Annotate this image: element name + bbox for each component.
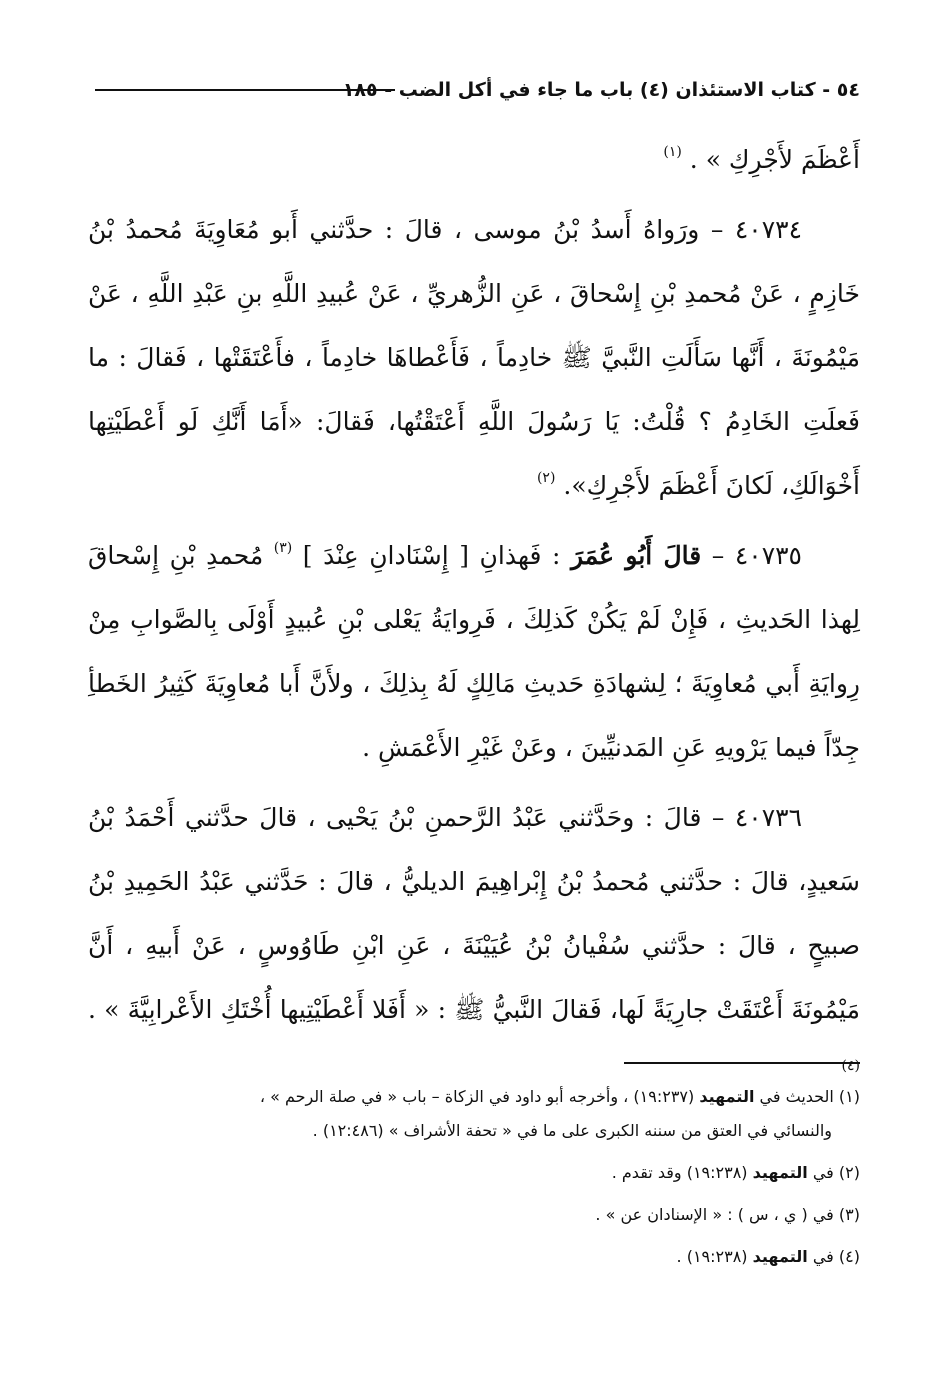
footnote-separator bbox=[624, 1062, 860, 1064]
paragraph-text: ٤٠٧٣٤ – ورَواهُ أَسدُ بْنُ موسى ، قالَ : حدَّثني أَبو مُعَاوِيَةَ مُحمدُ بْنُ خَازِمٍ ، عَنْ مُحمدِ بْنِ إِسْحاقَ ، عَنِ الزُّهريِّ ، عَنْ عُبيدِ اللَّهِ بنِ عَبْدِ اللَّهِ ، عَنْ مَيْمُونَةَ ، أَنَّها سَأَلَتِ النَّبيَّ ﷺ خادِماً ، فَأَعْطاهَا خادِماً ، فأَعْتَقَتْها ، فَقالَ : ما فَعلَتِ الخَادِمُ ؟ قُلْتُ: يَا رَسُولَ اللَّهِ أَعْتَقْتُها، فَقالَ: «أَمَا أَنَّكِ لَو أَعْطَيْتِها أَخْوَالَكِ، لَكانَ أَعْظَمَ لأَجْرِكِ». bbox=[88, 215, 860, 500]
paragraph-text: أَعْظَمَ لأَجْرِكِ » . bbox=[689, 145, 860, 174]
footnote-ref-1[interactable]: (١) bbox=[663, 144, 682, 160]
footnote-text: (١٩:٢٣٨) وقد تقدم . bbox=[611, 1163, 748, 1182]
header-title: ٥٤ - كتاب الاستئذان (٤) باب ما جاء في أكل الضب - ١٨٥ bbox=[342, 79, 860, 101]
footnote-text: في bbox=[812, 1163, 834, 1182]
paragraph-text: مُحمدِ بْنِ إِسْحاقَ لِهذا الحَديثِ ، فَإِنْ لَمْ يَكُنْ كَذلِكَ ، فَرِوايَةُ يَعْلى بْنِ عُبيدٍ أَوْلَى بِالصَّوابِ مِنْ رِوايَةِ أَبي مُعاوِيَةَ ؛ لِشهادَةِ حَديثِ مَالِكٍ لَهُ بِذلِكَ ، ولأَنَّ أَبا مُعاوِيَةَ كَثِيرُ الخَطأِ جِدّاً فيما يَرْويهِ عَنِ المَدنيِّينَ ، وعَنْ غَيْرِ الأَعْمَشِ . bbox=[88, 541, 860, 762]
source-title: التمهيد bbox=[699, 1087, 755, 1106]
footnote-text: الحديث في bbox=[759, 1087, 834, 1106]
footnote-ref-4[interactable]: (٤) bbox=[841, 1058, 860, 1074]
footnote-text: (١٩:٢٣٧) ، وأخرجه أبو داود في الزكاة – باب « في صلة الرحم » ، bbox=[259, 1087, 695, 1106]
paragraph-number: ٤٠٧٣٥ – bbox=[711, 541, 802, 570]
footnote-label: (٤) bbox=[838, 1247, 860, 1266]
paragraph-continuation bbox=[88, 128, 860, 192]
footnote-label: (٢) bbox=[838, 1163, 860, 1182]
source-title: التمهيد bbox=[752, 1247, 808, 1266]
source-title: التمهيد bbox=[752, 1163, 808, 1182]
paragraph-text: ٤٠٧٣٦ – قالَ : وحَدَّثني عَبْدُ الرَّحمنِ بْنُ يَحْيى ، قالَ حدَّثني أَحْمَدُ بْنُ سَعيدٍ، قالَ : حدَّثني مُحمدُ بْنُ إِبْراهِيمَ الديليُّ ، قالَ : حَدَّثني عَبْدُ الحَمِيدِ بْنُ صبيحٍ ، قالَ : حدَّثني سُفْيانُ بْنُ عُيَيْنَةَ ، عَنِ ابْنِ طَاوُوسٍ ، عَنْ أَبيهِ ، أَنَّ مَيْمُونَةَ أَعْتَقَتْ جارِيَةً لَها، فَقالَ النَّبيُّ ﷺ : « أَفَلا أَعْطَيْتِيها أُخْتَكِ الأَعْرابِيَّةَ » . bbox=[88, 803, 860, 1024]
footnote-ref-2[interactable]: (٢) bbox=[536, 470, 556, 486]
footnote-1 bbox=[88, 1080, 860, 1148]
footnote-text: في bbox=[812, 1247, 834, 1266]
footnote-ref-3[interactable]: (٣) bbox=[273, 540, 293, 556]
footnote-3 bbox=[88, 1198, 860, 1232]
footnote-text: في ( ي ، س ) : « الإسنادان عن » . bbox=[595, 1205, 834, 1224]
hadith-40736 bbox=[88, 786, 860, 1106]
footnote-text: (١٩:٢٣٨) . bbox=[676, 1247, 748, 1266]
footnote-2 bbox=[88, 1156, 860, 1190]
main-text bbox=[88, 128, 860, 1112]
footnotes bbox=[88, 1080, 860, 1282]
header-rule bbox=[95, 89, 395, 91]
speaker-name: قالَ أَبُو عُمَرَ bbox=[570, 541, 702, 570]
footnote-label: (٣) bbox=[838, 1205, 860, 1224]
hadith-40734 bbox=[88, 198, 860, 518]
hadith-40735 bbox=[88, 524, 860, 780]
footnote-label: (١) bbox=[838, 1087, 860, 1106]
footnote-4 bbox=[88, 1240, 860, 1274]
paragraph-text: : فَهذانِ [ إِسْنَادانِ عِنْدَ ] bbox=[302, 541, 561, 570]
running-header bbox=[95, 70, 860, 110]
footnote-text: والنسائي في العتق من سننه الكبرى على ما في « تحفة الأشراف » (١٢:٤٨٦) . bbox=[312, 1121, 832, 1140]
